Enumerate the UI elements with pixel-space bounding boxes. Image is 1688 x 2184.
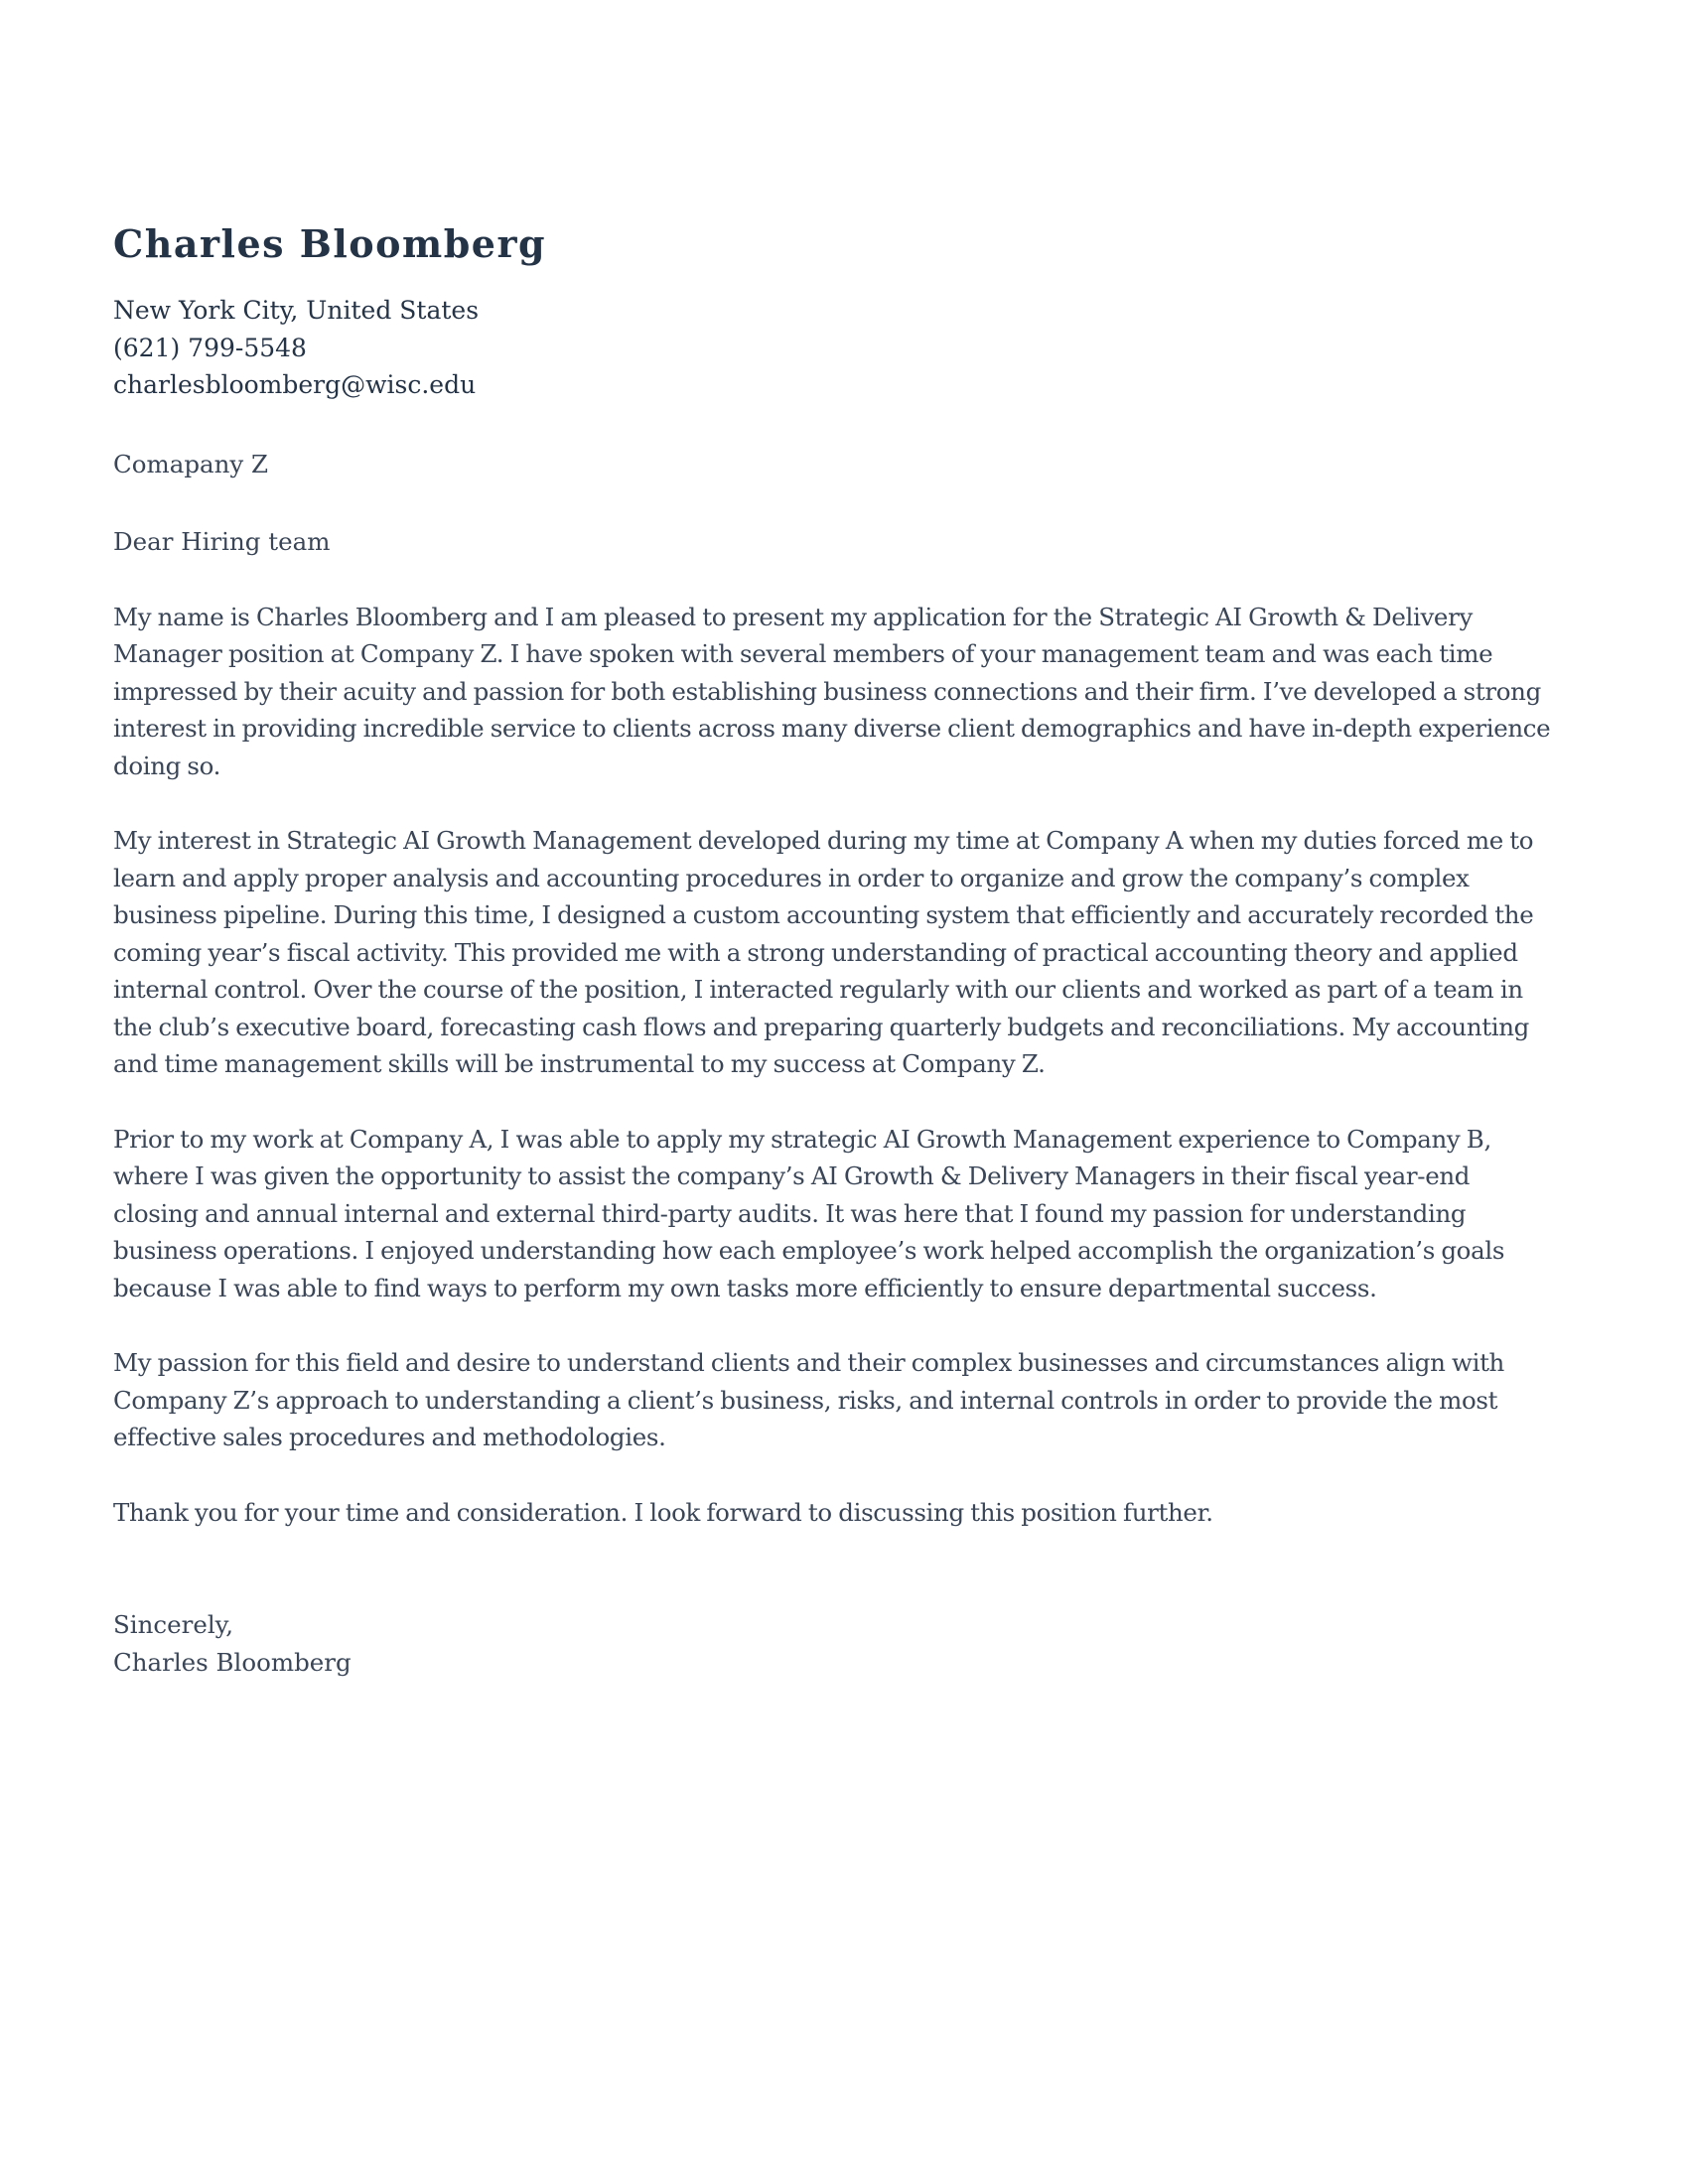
paragraph-line: business pipeline. During this time, I designed a custom accounting system that efficiently and accurately recorded the bbox=[113, 900, 1534, 929]
paragraph-line: business operations. I enjoyed understanding how each employee’s work helped accomplish the organization’s goals bbox=[113, 1236, 1505, 1265]
letter-body bbox=[113, 599, 1575, 1532]
paragraph-line: My passion for this field and desire to understand clients and their complex businesses and circumstances align with bbox=[113, 1348, 1504, 1377]
paragraph-line: Thank you for your time and consideration. I look forward to discussing this position further. bbox=[113, 1497, 1213, 1527]
paragraph-line: impressed by their acuity and passion for both establishing business connections and their firm. I’ve developed a strong bbox=[113, 676, 1541, 706]
cover-letter bbox=[113, 218, 1575, 1681]
paragraph-line: effective sales procedures and methodologies. bbox=[113, 1423, 666, 1451]
sender-contact-block bbox=[113, 292, 1575, 404]
valediction: Sincerely, bbox=[113, 1610, 234, 1639]
body-paragraph-3 bbox=[113, 1121, 1575, 1307]
paragraph-line: Prior to my work at Company A, I was able to apply my strategic AI Growth Management experience to Company B, bbox=[113, 1124, 1491, 1154]
sender-email: charlesbloomberg@wisc.edu bbox=[113, 370, 477, 399]
body-paragraph-5 bbox=[113, 1494, 1575, 1532]
paragraph-line: learn and apply proper analysis and accounting procedures in order to organize and grow the company’s complex bbox=[113, 863, 1470, 892]
paragraph-line: interest in providing incredible service to clients across many diverse client demographics and have in-depth experience bbox=[113, 714, 1551, 743]
body-paragraph-2 bbox=[113, 822, 1575, 1083]
paragraph-line: coming year’s fiscal activity. This provided me with a strong understanding of practical accounting theory and applied bbox=[113, 937, 1518, 967]
paragraph-line: and time management skills will be instrumental to my success at Company Z. bbox=[113, 1049, 1046, 1078]
body-paragraph-4 bbox=[113, 1344, 1575, 1456]
paragraph-line: My interest in Strategic AI Growth Management developed during my time at Company A when my duties forced me to bbox=[113, 826, 1534, 855]
closing-block bbox=[113, 1606, 1575, 1681]
paragraph-line: Manager position at Company Z. I have spoken with several members of your management team and was each time bbox=[113, 639, 1493, 668]
salutation: Dear Hiring team bbox=[113, 527, 331, 556]
recipient-company: Comapany Z bbox=[113, 449, 269, 478]
paragraph-line: doing so. bbox=[113, 751, 221, 780]
body-paragraph-1 bbox=[113, 599, 1575, 785]
paragraph-line: where I was given the opportunity to assist the company’s AI Growth & Delivery Managers in their fiscal year-end bbox=[113, 1161, 1471, 1190]
paragraph-line: My name is Charles Bloomberg and I am pleased to present my application for the Strategic AI Growth & Delivery bbox=[113, 602, 1473, 631]
signature-name: Charles Bloomberg bbox=[113, 1647, 352, 1677]
paragraph-line: internal control. Over the course of the position, I interacted regularly with our clients and worked as part of a team in bbox=[113, 975, 1523, 1004]
paragraph-line: the club’s executive board, forecasting cash flows and preparing quarterly budgets and reconciliations. My accounting bbox=[113, 1012, 1529, 1041]
sender-phone: (621) 799-5548 bbox=[113, 333, 307, 362]
paragraph-line: closing and annual internal and external third-party audits. It was here that I found my passion for understanding bbox=[113, 1198, 1467, 1228]
sender-name: Charles Bloomberg bbox=[113, 221, 547, 266]
sender-location: New York City, United States bbox=[113, 296, 480, 325]
paragraph-line: because I was able to find ways to perform my own tasks more efficiently to ensure departmental success. bbox=[113, 1273, 1377, 1302]
paragraph-line: Company Z’s approach to understanding a client’s business, risks, and internal controls in order to provide the most bbox=[113, 1385, 1498, 1415]
